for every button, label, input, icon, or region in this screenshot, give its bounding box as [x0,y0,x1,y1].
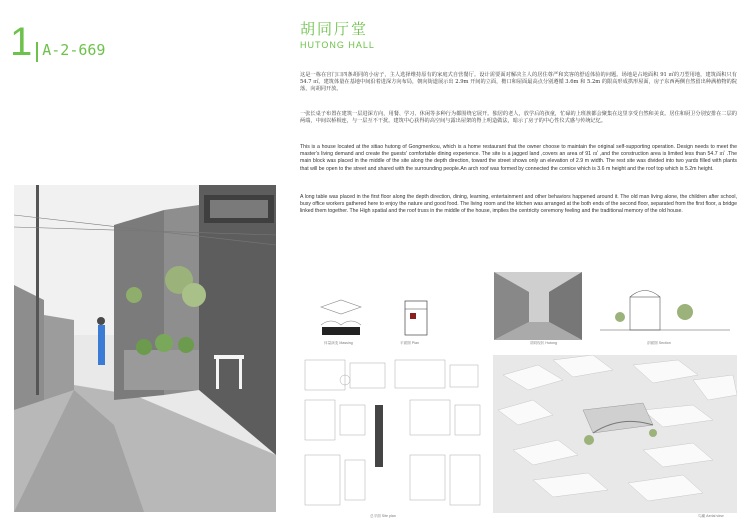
street-photo [14,185,276,512]
site-plan [300,355,483,513]
massing-diagram [316,295,366,340]
page-identifier [10,22,105,62]
section-drawing [600,272,730,340]
section-caption: 剖面图 Section [647,341,671,345]
description-en-2: A long table was placed in the first floor along the depth direction, dining, learning, entertainment and other behaviors happened around it. The old man living alone, the children after school, busy office workers gathered here to enjoy the nature and good food. The living room and the kitchen was arranged at the both ends of the second floor, separated from the first floor, a bridge linked them together. The High spatial and the roof truss in the middle of the house, implies the centricity ceremony feeling and the traditional memory of the old house. [300,194,737,215]
title-chinese: 胡同厅堂 [300,20,369,38]
project-code: A-2-669 [36,42,105,62]
hutong-street-thumbnail [494,272,582,340]
plan-caption: 平面图 Plan [400,341,419,345]
street-caption: 胡同现状 Hutong [530,341,557,345]
aerial-caption: 鸟瞰 Aerial view [698,514,724,518]
page-number: 1 [10,20,33,64]
siteplan-caption: 总平面 Site plan [370,514,396,518]
aerial-render [493,355,737,513]
massing-caption: 体量演变 Massing [324,341,353,345]
floor-plan [385,295,445,340]
description-en-1: This is a house located at the sitiao hutong of Gongmenkou, which is a home restaurant that the owner choose to maintain the original self-supporting operation. Design needs to meet the master's living demand and create the guests' comfortable dining experience. The site is a jagged land ,covers an area of 91 ㎡ ,and the construction area is limited less than 54.7 ㎡ .The main block was placed in the middle of the site along the depth direction, toward the street shows only an elevation of 2.9 m width. The rest site was divided into two yards filled with plants that will be open to the street and shared with the surrounding people.An arch roof was formed by connected the cornice which is 3.6 m height and the roof top which is 5.2m height. [300,144,737,172]
description-zh-2: 一张长桌子布置在建筑一层进深方向，用餐、学习、休闲等多种行为都围绕它展开。独居的老人，放学后的孩童，忙碌的上班族都会聚集在这里享受自然和美食。居住和厨卫分别安排在二层的两端，中间以桥相连，与一层互不干扰。建筑中心获得的高空间与露出屋架的脊上明造做法，暗示了房子的中心性仪式感与传统记忆。 [300,111,737,125]
title-english: HUTONG HALL [300,40,375,50]
description-zh-1: 这是一栋在宫门口四条胡同的小房子，主人选择维持原有的家庭式自营餐厅。设计需要面对解决主人的居住尊严和宾客的舒适体验的问题。场地是占地面积 91 ㎡的刀型用地，建筑面积只有 54.7 ㎡。建筑体量在基地中间沿着进深方向布局，朝向街道展示出 2.9m 开间的立面，檐口和屋面最高点分别遵循 3.6m 和 5.2m 的限高形成拱形屋面，房子东西两侧自然留出种满植物的院落，向胡同开放。 [300,72,737,93]
